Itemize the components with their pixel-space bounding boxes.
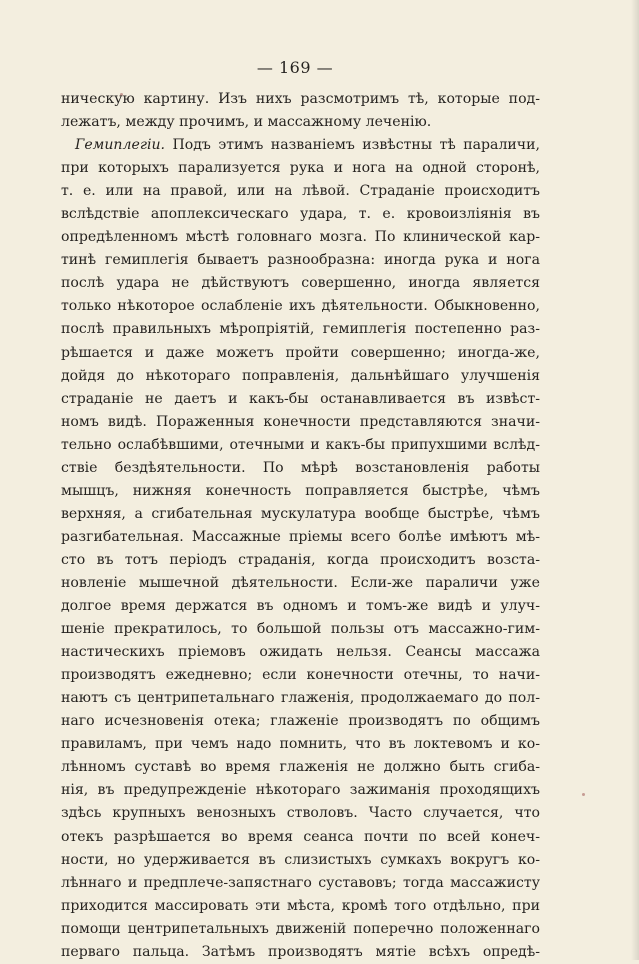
text-line: здѣсь крупныхъ венозныхъ стволовъ. Часто случается, что [61, 805, 540, 822]
text-line: правиламъ, при чемъ надо помнить, что въ локтевомъ и ко- [61, 736, 540, 753]
text-line: ствіе бездѣятельности. По мѣрѣ возстановленія работы [61, 459, 540, 476]
text-line: производятъ ежедневно; если конечности отечны, то начи- [61, 667, 540, 684]
text-line: лежатъ, между прочимъ, и массажному леченію. [61, 114, 432, 131]
paper-speck [582, 793, 585, 796]
text-line-section-start [61, 134, 540, 157]
text-line: только нѣкоторое ослабленіе ихъ дѣятельности. Обыкновенно, [61, 298, 540, 315]
body-text [61, 88, 540, 964]
section-term: Гемиплегіи. [75, 137, 166, 154]
text-line: лѣннаго и предплече-запястнаго суставовъ; тогда массажисту [61, 874, 540, 891]
text-line: послѣ удара не дѣйствуютъ совершенно, иногда является [61, 275, 540, 292]
section-rest: Подъ этимъ названіемъ извѣстны тѣ параличи, [172, 137, 540, 154]
text-line: помощи центрипетальныхъ движеній поперечно положеннаго [61, 920, 540, 937]
text-line: наютъ съ центрипетальнаго глаженія, продолжаемаго до пол- [61, 690, 540, 707]
text-line: страданіе не даетъ и какъ-бы останавливается въ извѣст- [61, 390, 540, 407]
text-line: опредѣленномъ мѣстѣ головнаго мозга. По клинической кар- [61, 229, 540, 246]
text-line: мышцъ, нижняя конечность поправляется быстрѣе, чѣмъ [61, 482, 540, 499]
text-line: перваго пальца. Затѣмъ производятъ мятіе всѣхъ опредѣ- [61, 943, 540, 960]
text-line: т. е. или на правой, или на лѣвой. Страданіе происходитъ [61, 183, 540, 200]
text-line: лѣнномъ суставѣ во время глаженія не должно быть сгиба- [61, 759, 540, 776]
text-line: приходится массировать эти мѣста, кромѣ того отдѣльно, при [61, 897, 540, 914]
text-line: рѣшается и даже можетъ пройти совершенно; иногда-же, [61, 344, 540, 361]
text-line: номъ видѣ. Пораженныя конечности представляются значи- [61, 413, 540, 430]
text-line: тинѣ гемиплегія бываетъ разнообразна: иногда рука и нога [61, 252, 540, 269]
text-line: верхняя, а сгибательная мускулатура вообще быстрѣе, чѣмъ [61, 505, 540, 522]
text-line: разгибательная. Массажные пріемы всего болѣе имѣютъ мѣ- [61, 528, 540, 545]
text-line: нія, въ предупрежденіе нѣкотораго зажиманія проходящихъ [61, 782, 540, 799]
text-line: новленіе мышечной дѣятельности. Если-же параличи уже [61, 574, 540, 591]
page-edge-shadow [631, 0, 639, 960]
text-line: сто въ тотъ періодъ страданія, когда происходитъ возста- [61, 551, 540, 568]
text-line: долгое время держатся въ одномъ и томъ-же видѣ и улуч- [61, 598, 540, 615]
text-line: шеніе прекратилось, то большой пользы отъ массажно-гим- [61, 621, 540, 638]
text-line: тельно ослабѣвшими, отечными и какъ-бы припухшими вслѣд- [61, 436, 540, 453]
text-line: ническую картину. Изъ нихъ разсмотримъ тѣ, которые под- [61, 91, 540, 107]
text-line: послѣ правильныхъ мѣропріятій, гемиплегія постепенно раз- [61, 321, 540, 338]
text-line: дойдя до нѣкотораго поправленія, дальнѣйшаго улучшенія [61, 367, 540, 384]
text-line: при которыхъ парализуется рука и нога на одной сторонѣ, [61, 160, 540, 177]
text-line: ности, но удерживается въ слизистыхъ сумкахъ вокругъ ко- [61, 851, 540, 868]
page-number: — 169 — [256, 58, 334, 77]
text-line: настическихъ пріемовъ ожидать нельзя. Сеансы массажа [61, 644, 540, 661]
text-line: наго исчезновенія отека; глаженіе производятъ по общимъ [61, 713, 540, 730]
text-line: отекъ разрѣшается во время сеанса почти по всей конеч- [61, 828, 540, 845]
text-line: вслѣдствіе апоплексическаго удара, т. е. кровоизліянія въ [61, 206, 540, 223]
